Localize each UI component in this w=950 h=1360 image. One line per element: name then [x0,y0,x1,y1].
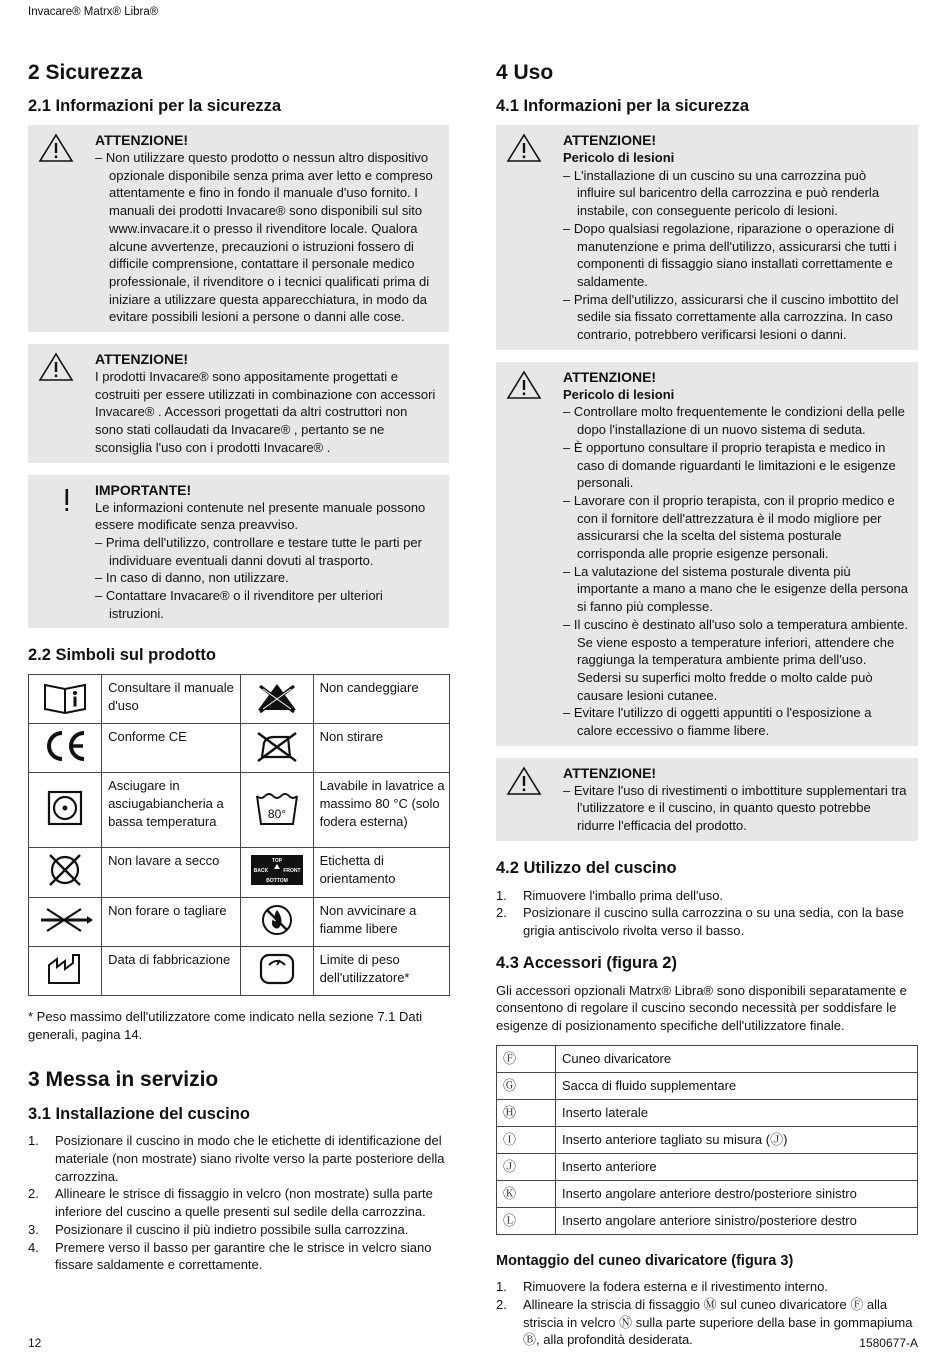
use-steps [496,887,918,940]
section-3-1-heading: 3.1 Installazione del cuscino [28,1104,250,1123]
wash-80-icon [253,788,301,828]
table-row: Ⓗ Inserto laterale [497,1099,918,1126]
symbol-text: Consultare il manuale d'uso [102,675,240,724]
svg-text:BACK: BACK [253,868,268,875]
section-3-heading: 3 Messa in servizio [28,1068,219,1092]
no-dry-clean-icon [45,850,85,890]
box-item: – In caso di danno, non utilizzare. [95,570,289,586]
accessories-table [496,1045,918,1235]
box-intro: Le informazioni contenute nel presente manuale possono essere modificate senza preavviso. [95,499,426,533]
list-item: 4. Premere verso il basso per garantire che le strisce in velcro siano fissare saldamente e correttamente. [28,1239,432,1273]
no-iron-icon [254,729,300,763]
box-title: ATTENZIONE! [95,351,189,368]
footnote: * Peso massimo dell'utilizzatore come indicato nella sezione 7.1 Dati generali, pagina 14. [28,1008,423,1042]
box-item: – Controllare molto frequentemente le condizioni della pelle dopo l'installazione di un nuovo sistema di seduta. [563,404,905,438]
section-4-heading: 4 Uso [496,61,554,84]
symbol-text: Lavabile in lavatrice a massimo 80 °C (solo fodera esterna) [313,773,449,848]
symbol-text: Conforme CE [102,724,240,773]
table-row [29,724,450,773]
symbol-text: Limite di peso dell'utilizzatore* [313,946,449,995]
box-title: ATTENZIONE! [563,368,657,385]
table-row: Ⓘ Inserto anteriore tagliato su misura (Ⓙ) [497,1126,918,1153]
no-flame-icon [259,902,295,938]
table-row [29,897,450,946]
symbols-table [28,674,450,996]
manufacture-date-icon [45,951,85,987]
list-item: 2. Posizionare il cuscino sulla carrozzina o su una sedia, con la base grigia antiscivolo rivolta verso il basso. [496,905,904,939]
mount-steps [496,1278,918,1349]
important-box [28,475,449,629]
list-item: 3. Posizionare il cuscino il più indietro possibile sulla carrozzina. [28,1221,409,1237]
symbol-text: Non lavare a secco [102,848,240,898]
box-item: – Evitare l'utilizzo di oggetti appuntiti o l'esposizione a calore eccessivo o fiamme libere. [563,705,872,739]
table-row: Ⓚ Inserto angolare anteriore destro/posteriore sinistro [497,1180,918,1207]
box-title: ATTENZIONE! [95,131,189,148]
section-2-1-heading: 2.1 Informazioni per la sicurezza [28,97,282,116]
symbol-text: Non candeggiare [313,675,449,724]
table-row [29,773,450,848]
list-item: 1. Posizionare il cuscino in modo che le etichette di identificazione del materiale (non mostrate) siano rivolte verso la parte posteriore della carrozzina. [28,1133,445,1184]
box-title: IMPORTANTE! [95,481,192,498]
weight-limit-icon [257,951,297,987]
tumble-dry-icon [45,788,85,828]
document-code: 1580677-A [859,1336,918,1350]
box-title: ATTENZIONE! [563,764,657,781]
warning-triangle-icon [506,766,542,796]
box-item: – L'installazione di un cuscino su una carrozzina può influire sul baricentro della carrozzina e può renderla instabile, con conseguente pericolo di lesioni. [563,167,880,219]
table-row: Ⓛ Inserto angolare anteriore sinistro/posteriore destro [497,1207,918,1234]
ce-icon [41,728,89,764]
section-4-3-heading: 4.3 Accessori (figura 2) [496,953,677,972]
accessories-intro: Gli accessori opzionali Matrx® Libra® sono disponibili separatamente e consentono di regolare il cuscino secondo necessità per soddisfare le esigenze di posizionamento specifiche dell'utilizzatore finale. [496,982,907,1033]
warning-triangle-icon [506,133,542,163]
orientation-label-icon [249,853,305,887]
box-item: – Il cuscino è destinato all'uso solo a temperatura ambiente. Se viene esposto a temperature inferiori, attendere che raggiunga la temperatura ambiente prima dell'uso. Sedersi su superfici molto fredde o molto calde può causare lesioni cutanee. [563,616,909,703]
box-item: – Prima dell'utilizzo, assicurarsi che il cuscino imbottito del sedile sia fissato correttamente alla carrozzina. In caso contrario, potrebbero verificarsi lesioni o danni. [563,291,899,343]
warning-triangle-icon [506,370,542,400]
box-text: I prodotti Invacare® sono appositamente progettati e costruiti per essere utilizzati in combinazione con accessori Invacare® . Accessori progettati da altri costruttori non sono stati collaudati da Invacare® , pertanto se ne sconsiglia l'uso con i prodotti Invacare® . [95,369,436,455]
svg-text:FRONT: FRONT [282,868,301,875]
section-4-1-heading: 4.1 Informazioni per la sicurezza [496,97,750,116]
box-item: – La valutazione del sistema posturale diventa più importante a mano a mano che le esigenze della persona si fanno più complesse. [563,563,908,615]
warning-box-1 [28,125,449,332]
box-subtitle: Pericolo di lesioni [563,149,675,165]
box-item: – Prima dell'utilizzo, controllare e testare tutte le parti per individuare eventuali danni dovuti al trasporto. [95,534,422,568]
warning-box-2 [28,344,449,463]
mounting-heading: Montaggio del cuneo divaricatore (figura 3) [496,1252,794,1269]
warning-triangle-icon [38,352,74,382]
symbol-text: Asciugare in asciugabiancheria a bassa temperatura [102,773,240,848]
no-bleach-icon [254,680,300,714]
table-row: Ⓖ Sacca di fluido supplementare [497,1072,918,1099]
list-item: 2. Allineare le strisce di fissaggio in velcro (non mostrate) sulla parte inferiore del cuscino a quelle presenti sul sedile della carrozzina. [28,1186,433,1220]
warning-box-r3 [496,758,918,841]
box-item: – Lavorare con il proprio terapista, con il proprio medico e con il fornitore dell'attrezzatura è il modo migliore per assicurarsi che la scelta del sistema posturale corrisponda alle proprie esigenze personali. [563,492,895,562]
running-header: Invacare® Matrx® Libra® [28,6,159,18]
box-item: – Contattare Invacare® o il rivenditore per ulteriori istruzioni. [95,588,383,621]
box-text: – Non utilizzare questo prodotto o nessun altro dispositivo opzionale disponibile senza prima aver letto e compreso attentamente e fino in fondo il manuale d'uso fornito. I manuali dei prodotti Invacare® sono disponibili sul sito www.invacare.it o presso il rivenditore locale. Qualora alcune avvertenze, precauzioni o istruzioni fossero di difficile comprensione, contattare il personale medico professionale, il rivenditore o i tecnici qualificati prima di iniziare a utilizzare questa apparecchiatura, in modo da evitare possibili lesioni a persone o danni alle cose. [95,149,433,325]
table-row: Ⓙ Inserto anteriore [497,1153,918,1180]
box-title: ATTENZIONE! [563,131,657,148]
section-2-heading: 2 Sicurezza [28,61,143,84]
list-item: 1. Rimuovere l'imballo prima dell'uso. [496,887,724,903]
left-column [28,60,449,1284]
svg-text:TOP: TOP [271,858,282,865]
symbol-text: Etichetta di orientamento [313,848,449,898]
box-item: – Evitare l'uso di rivestimenti o imbottiture supplementari tra l'utilizzatore e il cuscino, in quanto questo potrebbe ridurre l'efficacia del prodotto. [563,782,907,834]
section-4-2-heading: 4.2 Utilizzo del cuscino [496,858,677,877]
svg-text:BOTTOM: BOTTOM [265,878,288,885]
manual-icon [41,680,89,714]
box-item: – Dopo qualsiasi regolazione, riparazione o operazione di manutenzione e prima dell'utilizzo, assicurarsi che tutti i componenti di fissaggio siano installati correttamente e saldamente. [563,220,897,289]
list-item: 2. Allineare la striscia di fissaggio Ⓜ sul cuneo divaricatore Ⓕ alla striscia in velcro Ⓝ sulla parte superiore della base in gommapiuma Ⓑ, alla profondità desiderata. [496,1296,913,1348]
exclamation-icon [38,483,74,515]
warning-box-r1 [496,125,918,350]
table-row [29,848,450,898]
warning-triangle-icon [38,133,74,163]
list-item: 1. Rimuovere la fodera esterna e il rivestimento interno. [496,1279,828,1295]
box-subtitle: Pericolo di lesioni [563,386,675,402]
symbol-text: Non avvicinare a fiamme libere [313,897,449,946]
box-item: – È opportuno consultare il proprio terapista e medico in caso di domande riguardanti le limitazioni e le esigenze personali. [563,439,896,491]
svg-text:80°: 80° [267,806,286,821]
page-number: 12 [28,1336,42,1350]
symbol-text: Non stirare [313,724,449,773]
right-column [496,60,918,1359]
table-row: Ⓕ Cuneo divaricatore [497,1045,918,1072]
warning-box-r2 [496,362,918,746]
symbol-text: Non forare o tagliare [102,897,240,946]
table-row [29,675,450,724]
no-cut-icon [37,905,93,935]
table-row [29,946,450,995]
section-2-2-heading: 2.2 Simboli sul prodotto [28,646,216,665]
symbol-text: Data di fabbricazione [102,946,240,995]
install-steps [28,1132,449,1274]
